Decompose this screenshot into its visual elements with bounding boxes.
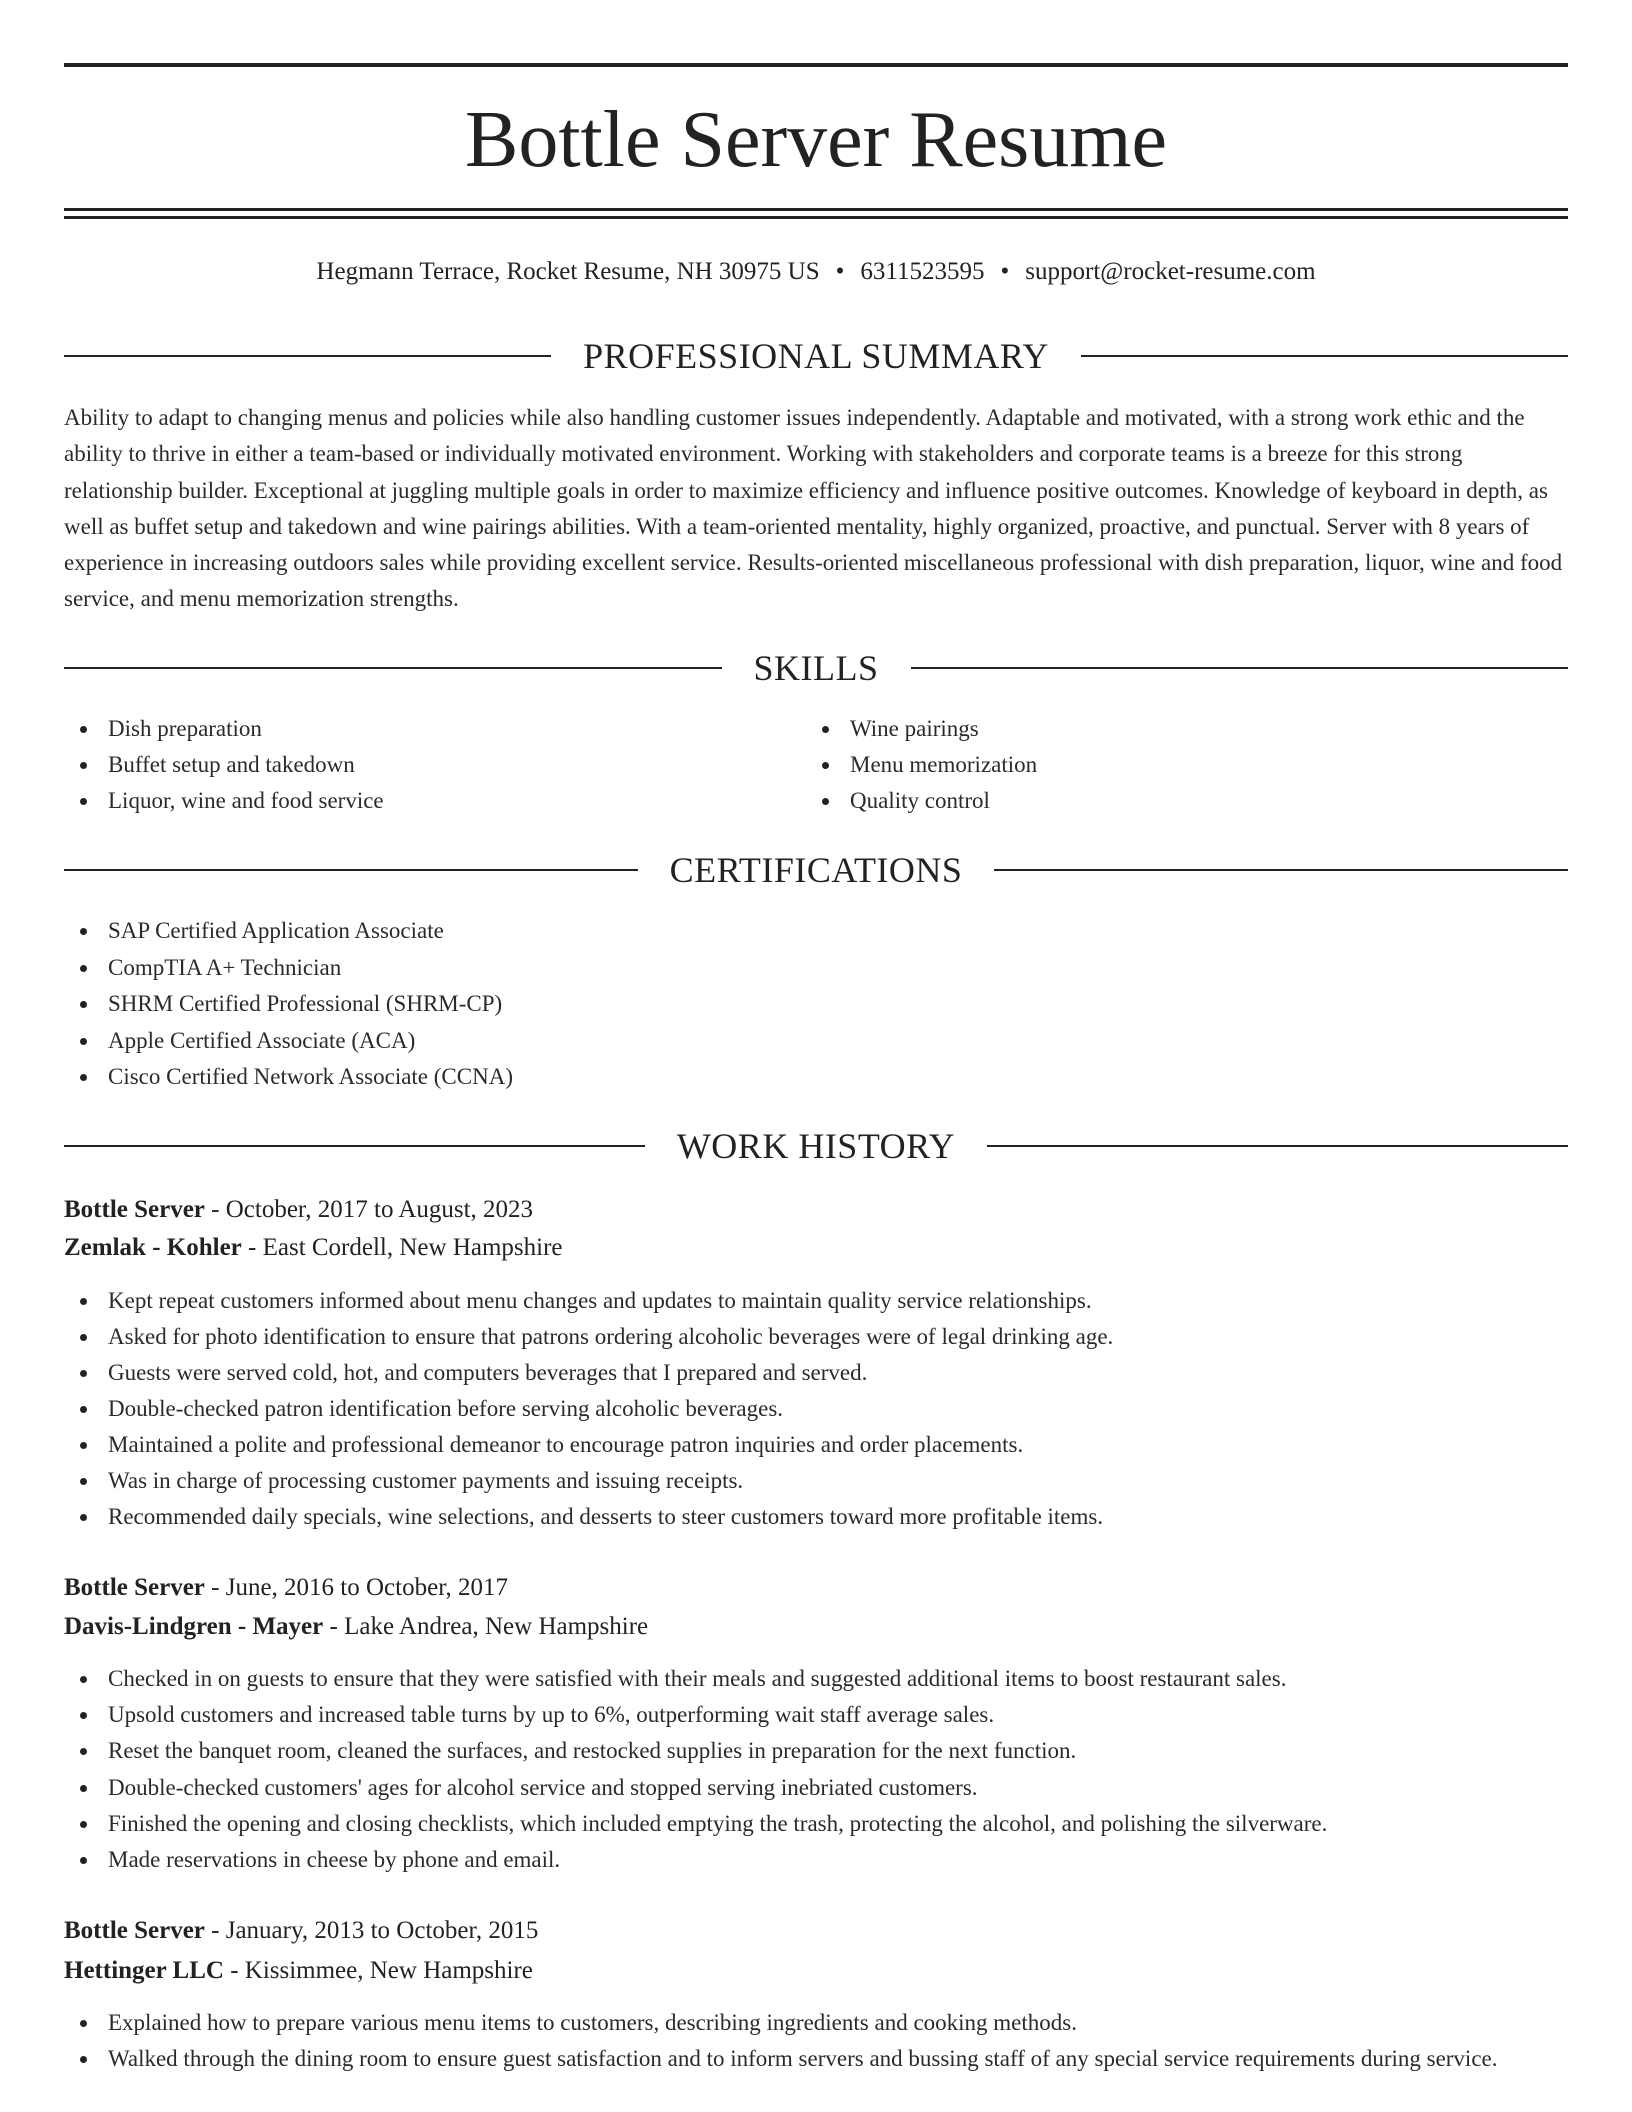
skills-heading-label: SKILLS [753, 648, 879, 688]
certifications-list [64, 913, 1568, 1096]
job-bullet: Maintained a polite and professional demeanor to encourage patron inquiries and order placements. [64, 1427, 1568, 1463]
job-bullet: Made reservations in cheese by phone and email. [64, 1842, 1568, 1878]
certification-item: SHRM Certified Professional (SHRM-CP) [64, 986, 1568, 1023]
job-bullets [64, 1283, 1568, 1535]
job-dash: - [241, 1234, 263, 1261]
contact-phone[interactable]: 6311523595 [860, 258, 985, 285]
job-bullet: Kept repeat customers informed about menu changes and updates to maintain quality service relationships. [64, 1283, 1568, 1319]
heading-rule [64, 1145, 645, 1147]
header-bottom-rule-2 [64, 216, 1568, 219]
summary-heading-label: PROFESSIONAL SUMMARY [583, 336, 1049, 376]
job-dash: - [204, 1574, 226, 1601]
heading-rule [1081, 355, 1568, 357]
job-dates: January, 2013 to October, 2015 [225, 1917, 539, 1944]
heading-rule [64, 869, 638, 871]
job-title: Bottle Server [64, 1574, 205, 1601]
job-bullet: Guests were served cold, hot, and computers beverages that I prepared and served. [64, 1355, 1568, 1391]
skills-list-left [64, 711, 784, 819]
job-title-line [64, 1911, 1568, 1951]
header-bottom-rule-1 [64, 208, 1568, 211]
skill-item: Dish preparation [64, 711, 784, 747]
job-bullets [64, 1661, 1568, 1878]
job-company: Hettinger LLC [64, 1957, 224, 1984]
certifications-heading [64, 845, 1568, 895]
job-dash: - [223, 1957, 245, 1984]
job-title-line [64, 1190, 1568, 1230]
heading-rule [911, 667, 1569, 669]
job-bullet: Checked in on guests to ensure that they were satisfied with their meals and suggested additional items to boost restaurant sales. [64, 1661, 1568, 1697]
contact-separator: • [1000, 258, 1010, 285]
skill-item: Quality control [806, 783, 1526, 819]
job-bullet: Asked for photo identification to ensure that patrons ordering alcoholic beverages were of legal drinking age. [64, 1319, 1568, 1355]
certification-item: SAP Certified Application Associate [64, 913, 1568, 950]
job-title: Bottle Server [64, 1917, 205, 1944]
job-bullet: Double-checked customers' ages for alcohol service and stopped serving inebriated customers. [64, 1770, 1568, 1806]
job-location: Lake Andrea, New Hampshire [344, 1613, 649, 1640]
contact-email[interactable]: support@rocket-resume.com [1025, 258, 1316, 285]
certification-item: Cisco Certified Network Associate (CCNA) [64, 1059, 1568, 1096]
job-dates: October, 2017 to August, 2023 [225, 1196, 534, 1223]
job-dash: - [204, 1917, 226, 1944]
job-location: Kissimmee, New Hampshire [244, 1957, 533, 1984]
certification-item: CompTIA A+ Technician [64, 950, 1568, 987]
job-company: Davis-Lindgren - Mayer [64, 1613, 324, 1640]
job-dash: - [204, 1196, 226, 1223]
heading-rule [64, 355, 551, 357]
job-company-line [64, 1607, 1568, 1647]
job-bullet: Upsold customers and increased table turns by up to 6%, outperforming wait staff average sales. [64, 1697, 1568, 1733]
job-bullet: Was in charge of processing customer payments and issuing receipts. [64, 1463, 1568, 1499]
summary-heading [64, 331, 1568, 381]
job-title: Bottle Server [64, 1196, 205, 1223]
header-top-rule [64, 63, 1568, 67]
job-dash: - [323, 1613, 345, 1640]
job-bullets [64, 2005, 1568, 2077]
contact-separator: • [835, 258, 845, 285]
job-company: Zemlak - Kohler [64, 1234, 242, 1261]
skill-item: Buffet setup and takedown [64, 747, 784, 783]
job-company-line [64, 1228, 1568, 1268]
contact-line [64, 252, 1568, 292]
certifications-heading-label: CERTIFICATIONS [669, 850, 963, 890]
certification-item: Apple Certified Associate (ACA) [64, 1023, 1568, 1060]
job-bullet: Walked through the dining room to ensure guest satisfaction and to inform servers and bussing staff of any special service requirements during service. [64, 2041, 1568, 2077]
skills-heading [64, 643, 1568, 693]
heading-rule [64, 667, 722, 669]
skill-item: Wine pairings [806, 711, 1526, 747]
contact-address: Hegmann Terrace, Rocket Resume, NH 30975 US [316, 258, 820, 285]
heading-rule [994, 869, 1568, 871]
job-location: East Cordell, New Hampshire [262, 1234, 563, 1261]
job-bullet: Recommended daily specials, wine selections, and desserts to steer customers toward more profitable items. [64, 1499, 1568, 1535]
skill-item: Liquor, wine and food service [64, 783, 784, 819]
heading-rule [987, 1145, 1568, 1147]
job-bullet: Double-checked patron identification before serving alcoholic beverages. [64, 1391, 1568, 1427]
job-bullet: Finished the opening and closing checklists, which included emptying the trash, protecting the alcohol, and polishing the silverware. [64, 1806, 1568, 1842]
resume-title: Bottle Server Resume [464, 96, 1168, 184]
job-dates: June, 2016 to October, 2017 [225, 1574, 509, 1601]
work-history-heading [64, 1121, 1568, 1171]
skills-list-right [806, 711, 1526, 819]
job-bullet: Explained how to prepare various menu items to customers, describing ingredients and cooking methods. [64, 2005, 1568, 2041]
job-company-line [64, 1951, 1568, 1991]
job-title-line [64, 1568, 1568, 1608]
work-history-heading-label: WORK HISTORY [676, 1126, 956, 1166]
summary-text: Ability to adapt to changing menus and policies while also handling customer issues independently. Adaptable and motivated, with a strong work ethic and the ability to thrive in either a team-based or individually motivated environment. Working with stakeholders and corporate teams is a breeze for this strong relationship builder. Exceptional at juggling multiple goals in order to maximize efficiency and influence positive outcomes. Knowledge of keyboard in depth, as well as buffet setup and takedown and wine pairings abilities. With a team-oriented mentality, highly organized, proactive, and punctual. Server with 8 years of experience in increasing outdoors sales while providing excellent service. Results-oriented miscellaneous professional with dish preparation, liquor, wine and food service, and menu memorization strengths. [64, 405, 1563, 612]
job-bullet: Reset the banquet room, cleaned the surfaces, and restocked supplies in preparation for the next function. [64, 1733, 1568, 1769]
skill-item: Menu memorization [806, 747, 1526, 783]
